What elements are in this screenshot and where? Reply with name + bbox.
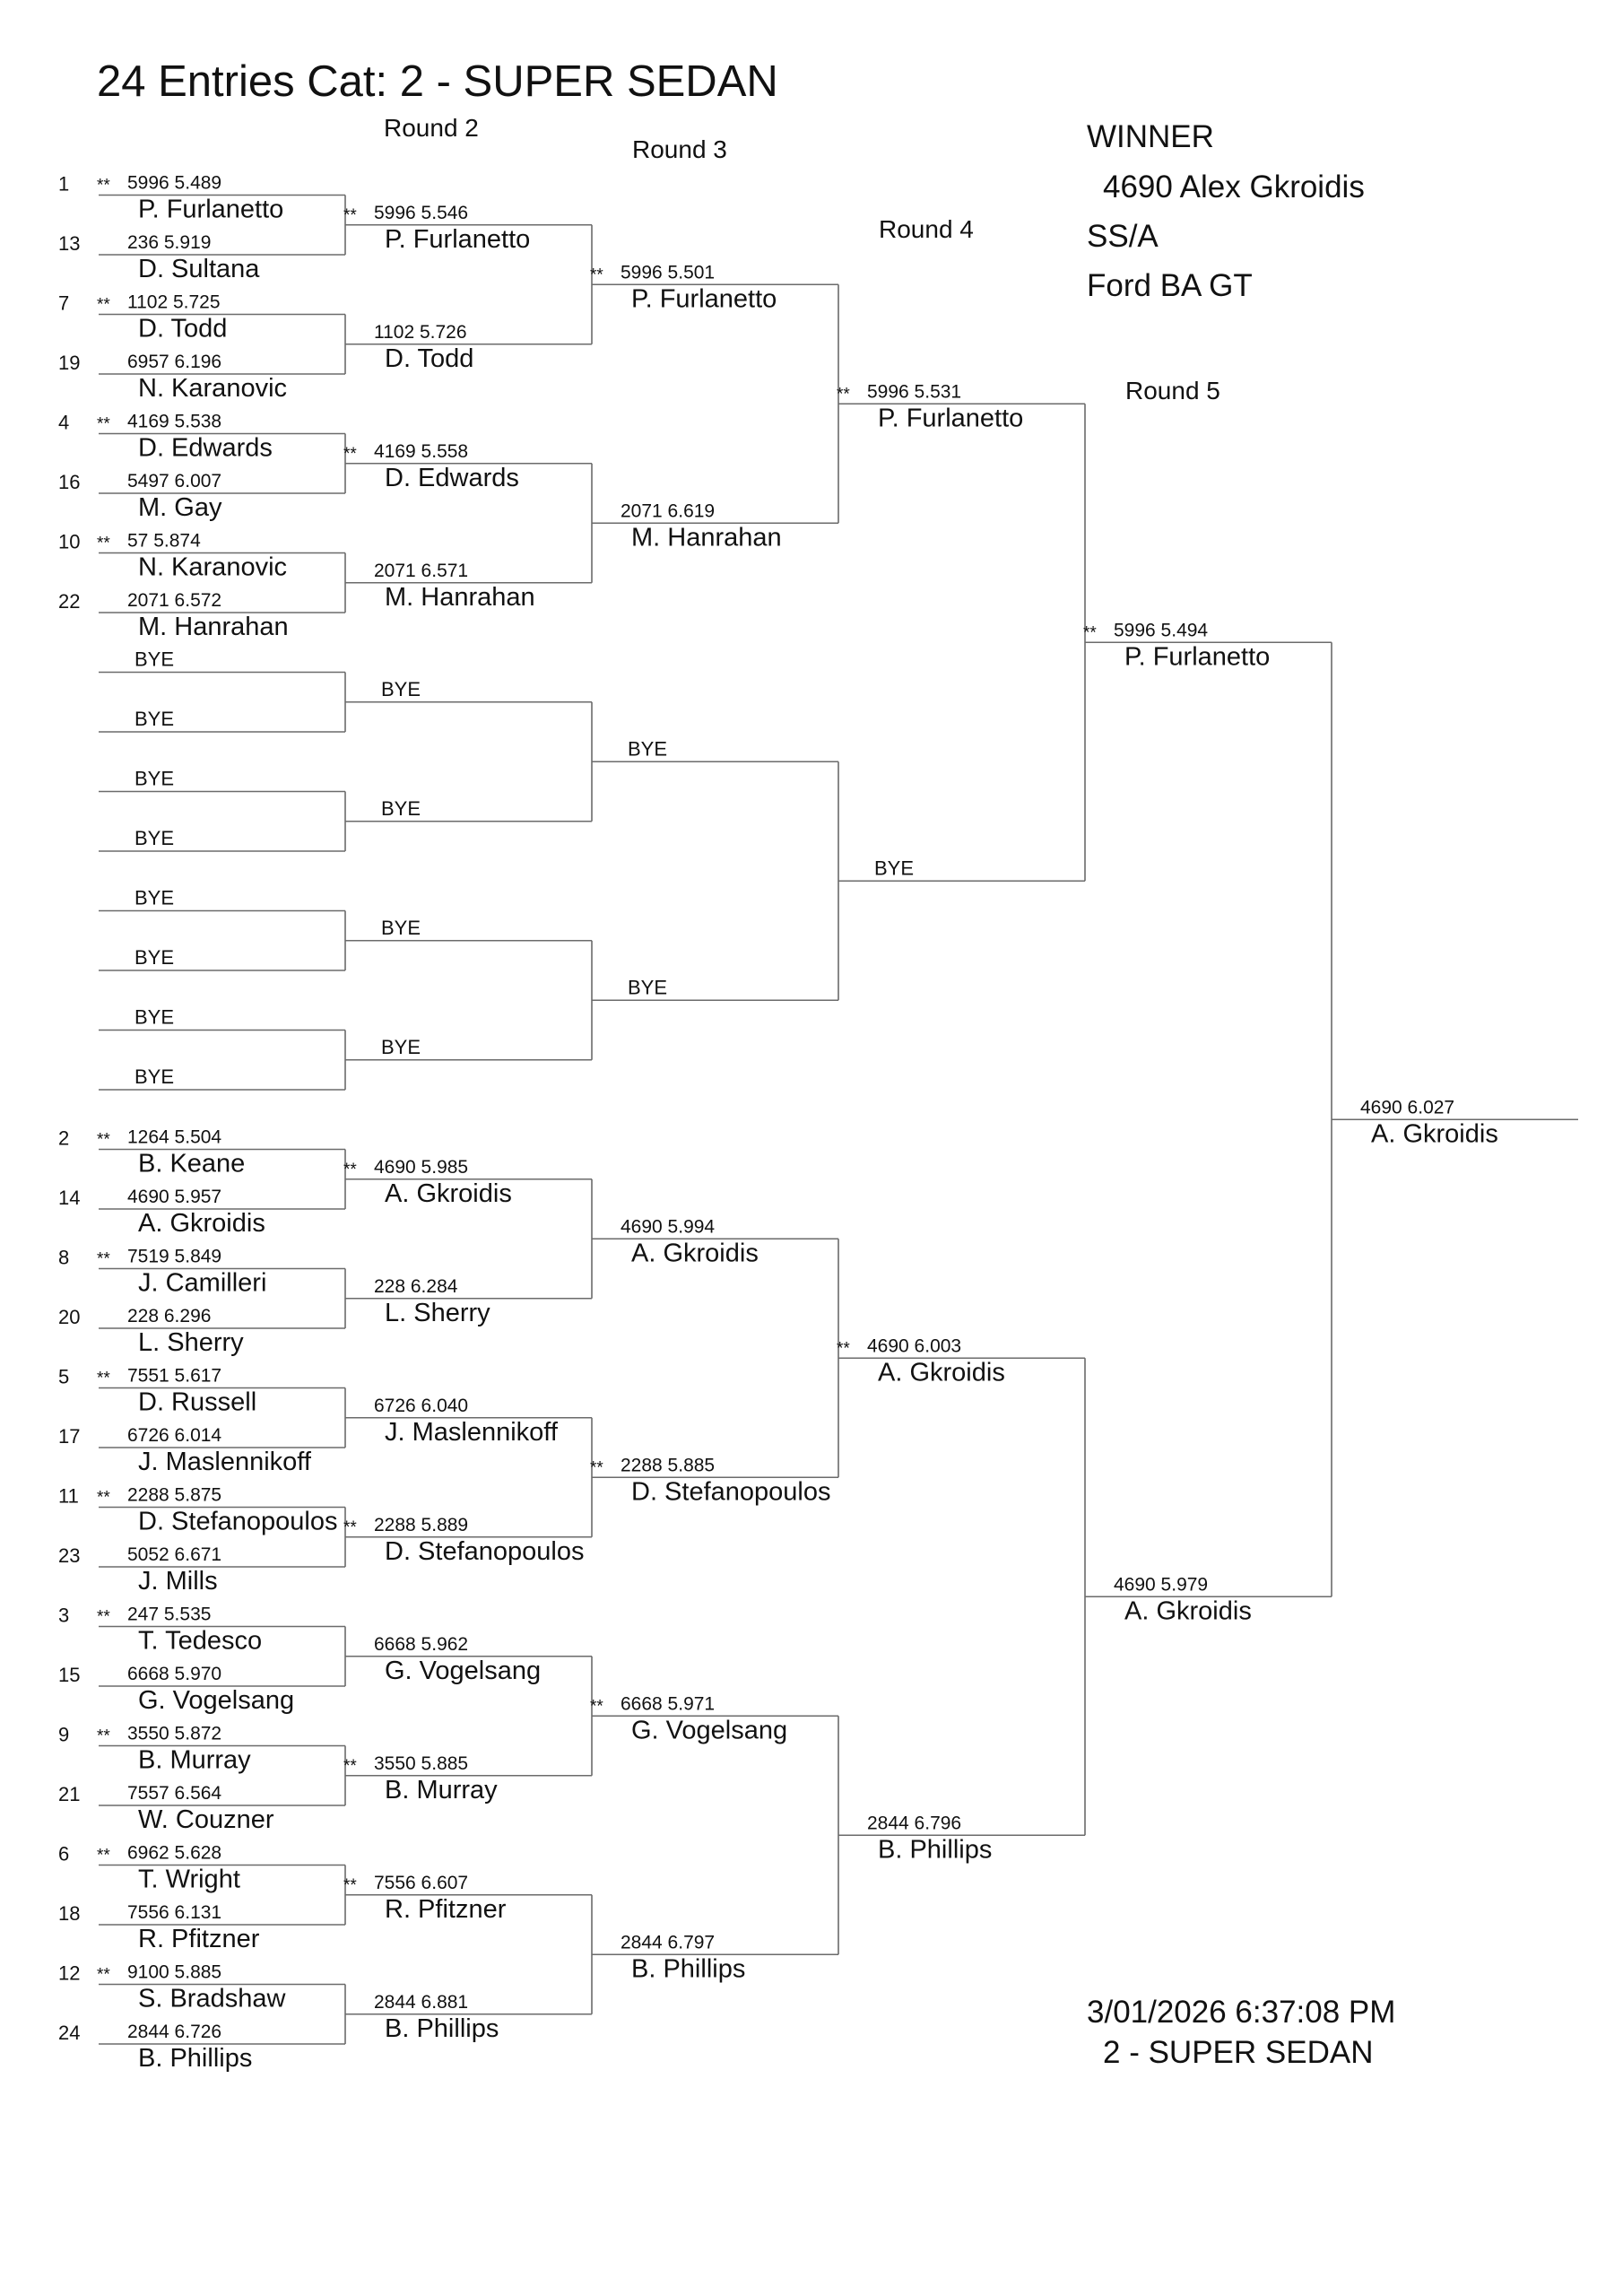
entry-number-time: 3550 5.872 bbox=[127, 1723, 222, 1744]
entry-number-time: 6668 5.970 bbox=[127, 1664, 222, 1684]
entry-number-time: 2071 6.619 bbox=[621, 500, 716, 522]
bye-label: BYE bbox=[135, 648, 175, 671]
driver-name: B. Phillips bbox=[138, 2044, 253, 2073]
qualifier-marker: ** bbox=[590, 265, 603, 285]
entry-number-time: 4690 5.985 bbox=[374, 1156, 469, 1178]
bye-label: BYE bbox=[135, 1065, 175, 1088]
entry-number-time: 7556 6.131 bbox=[127, 1902, 222, 1923]
driver-name: A. Gkroidis bbox=[385, 1178, 512, 1208]
driver-name: W. Couzner bbox=[138, 1805, 274, 1834]
winner-heading: WINNER bbox=[1087, 119, 1214, 154]
bye-label: BYE bbox=[628, 737, 668, 761]
entry-number-time: 2288 5.889 bbox=[374, 1514, 469, 1535]
bracket-lines bbox=[99, 196, 1578, 2045]
driver-name: B. Murray bbox=[385, 1775, 498, 1805]
driver-name: D. Sultana bbox=[138, 255, 260, 283]
seed-number: 24 bbox=[58, 2022, 81, 2044]
qualifier-marker: ** bbox=[97, 534, 110, 553]
driver-name: J. Maslennikoff bbox=[138, 1448, 311, 1476]
driver-name: N. Karanovic bbox=[138, 374, 288, 403]
qualifier-marker: ** bbox=[97, 1130, 110, 1150]
driver-name: A. Gkroidis bbox=[1371, 1119, 1498, 1149]
driver-name: A. Gkroidis bbox=[138, 1209, 265, 1238]
driver-name: B. Keane bbox=[138, 1149, 246, 1178]
driver-name: P. Furlanetto bbox=[1124, 642, 1271, 672]
entry-number-time: 4690 6.027 bbox=[1360, 1097, 1455, 1118]
driver-name: B. Phillips bbox=[631, 1954, 746, 1984]
driver-name: D. Stefanopoulos bbox=[631, 1477, 831, 1507]
entry-number-time: 4690 5.957 bbox=[127, 1187, 222, 1207]
bye-label: BYE bbox=[874, 857, 915, 880]
qualifier-marker: ** bbox=[97, 1369, 110, 1388]
entry-number-time: 5996 5.531 bbox=[867, 381, 962, 403]
qualifier-marker: ** bbox=[837, 1339, 850, 1359]
driver-name: A. Gkroidis bbox=[631, 1239, 759, 1268]
seed-number: 11 bbox=[58, 1484, 79, 1508]
seed-number: 20 bbox=[58, 1306, 81, 1328]
driver-name: A. Gkroidis bbox=[1124, 1596, 1252, 1626]
entry-number-time: 6957 6.196 bbox=[127, 352, 222, 372]
print-timestamp: 3/01/2026 6:37:08 PM bbox=[1087, 1995, 1396, 2030]
bye-label: BYE bbox=[381, 1035, 421, 1058]
qualifier-marker: ** bbox=[343, 1875, 357, 1895]
qualifier-marker: ** bbox=[1083, 623, 1097, 643]
seed-number: 4 bbox=[58, 411, 70, 434]
seed-number: 15 bbox=[58, 1664, 81, 1686]
driver-name: P. Furlanetto bbox=[138, 195, 284, 224]
seed-number: 9 bbox=[58, 1723, 70, 1746]
qualifier-marker: ** bbox=[97, 1249, 110, 1269]
seed-number: 1 bbox=[58, 172, 70, 196]
entry-number-time: 5996 5.494 bbox=[1114, 620, 1209, 641]
driver-name: J. Camilleri bbox=[138, 1268, 267, 1298]
round-2-label: Round 2 bbox=[384, 114, 479, 142]
driver-name: J. Maslennikoff bbox=[385, 1417, 558, 1447]
driver-name: P. Furlanetto bbox=[385, 224, 531, 254]
driver-name: D. Stefanopoulos bbox=[385, 1536, 585, 1566]
seed-number: 5 bbox=[58, 1365, 70, 1388]
entry-number-time: 5497 6.007 bbox=[127, 471, 222, 491]
seed-number: 17 bbox=[58, 1425, 81, 1448]
driver-name: B. Murray bbox=[138, 1745, 251, 1775]
round-3-label: Round 3 bbox=[632, 135, 727, 163]
seed-number: 6 bbox=[58, 1842, 70, 1866]
winner-vehicle: Ford BA GT bbox=[1087, 268, 1253, 303]
qualifier-marker: ** bbox=[343, 205, 357, 225]
entry-number-time: 4690 5.994 bbox=[621, 1216, 716, 1238]
seed-number: 7 bbox=[58, 291, 70, 315]
driver-name: G. Vogelsang bbox=[385, 1656, 542, 1685]
driver-name: G. Vogelsang bbox=[138, 1686, 295, 1715]
bye-label: BYE bbox=[135, 886, 175, 909]
bye-label: BYE bbox=[381, 796, 421, 820]
driver-name: D. Edwards bbox=[385, 463, 519, 492]
qualifier-marker: ** bbox=[343, 444, 357, 464]
driver-name: M. Hanrahan bbox=[631, 523, 782, 552]
seed-number: 16 bbox=[58, 471, 81, 493]
driver-name: M. Hanrahan bbox=[385, 582, 535, 612]
driver-name: D. Russell bbox=[138, 1387, 257, 1417]
driver-name: M. Gay bbox=[138, 493, 222, 522]
entry-number-time: 4169 5.558 bbox=[374, 440, 469, 462]
seed-number: 21 bbox=[58, 1783, 81, 1805]
qualifier-marker: ** bbox=[343, 1518, 357, 1537]
entry-number-time: 5996 5.489 bbox=[127, 172, 222, 194]
bye-label: BYE bbox=[628, 976, 668, 999]
driver-name: P. Furlanetto bbox=[631, 284, 777, 314]
driver-name: G. Vogelsang bbox=[631, 1716, 788, 1745]
bye-label: BYE bbox=[381, 677, 421, 700]
round-5-label: Round 5 bbox=[1125, 377, 1220, 404]
entry-number-time: 3550 5.885 bbox=[374, 1752, 469, 1774]
entry-number-time: 228 6.296 bbox=[127, 1306, 212, 1326]
driver-name: A. Gkroidis bbox=[878, 1358, 1005, 1387]
driver-name: R. Pfitzner bbox=[385, 1894, 507, 1924]
driver-name: D. Todd bbox=[138, 314, 228, 344]
footer-category: 2 - SUPER SEDAN bbox=[1103, 2035, 1374, 2070]
qualifier-marker: ** bbox=[590, 1697, 603, 1717]
entry-number-time: 5052 6.671 bbox=[127, 1544, 222, 1565]
entry-number-time: 7557 6.564 bbox=[127, 1783, 222, 1804]
bye-label: BYE bbox=[135, 827, 175, 849]
entry-number-time: 2288 5.885 bbox=[621, 1455, 716, 1476]
entry-number-time: 4690 6.003 bbox=[867, 1335, 962, 1357]
entry-number-time: 4169 5.538 bbox=[127, 411, 222, 432]
qualifier-marker: ** bbox=[343, 1160, 357, 1179]
seed-number: 22 bbox=[58, 590, 81, 613]
qualifier-marker: ** bbox=[97, 1846, 110, 1866]
bracket-entries bbox=[58, 173, 1498, 2074]
entry-number-time: 2071 6.571 bbox=[374, 560, 469, 581]
seed-number: 2 bbox=[58, 1126, 70, 1150]
entry-number-time: 7551 5.617 bbox=[127, 1365, 222, 1387]
entry-number-time: 6668 5.971 bbox=[621, 1693, 716, 1715]
qualifier-marker: ** bbox=[837, 385, 850, 404]
driver-name: D. Todd bbox=[385, 344, 474, 373]
winner-class: SS/A bbox=[1087, 219, 1159, 254]
qualifier-marker: ** bbox=[590, 1458, 603, 1478]
entry-number-time: 2844 6.881 bbox=[374, 1991, 469, 2013]
driver-name: P. Furlanetto bbox=[878, 404, 1024, 433]
bye-label: BYE bbox=[135, 1005, 175, 1029]
entry-number-time: 236 5.919 bbox=[127, 232, 212, 253]
bye-label: BYE bbox=[135, 708, 175, 730]
qualifier-marker: ** bbox=[97, 1965, 110, 1985]
seed-number: 10 bbox=[58, 530, 81, 553]
entry-number-time: 2844 6.726 bbox=[127, 2022, 222, 2042]
seed-number: 18 bbox=[58, 1902, 81, 1925]
entry-number-time: 2071 6.572 bbox=[127, 590, 222, 611]
winner-entry: 4690 Alex Gkroidis bbox=[1103, 170, 1365, 204]
entry-number-time: 1102 5.725 bbox=[127, 291, 221, 313]
qualifier-marker: ** bbox=[97, 414, 110, 434]
seed-number: 3 bbox=[58, 1604, 70, 1627]
bye-label: BYE bbox=[135, 767, 175, 790]
seed-number: 8 bbox=[58, 1246, 70, 1269]
entry-number-time: 1264 5.504 bbox=[127, 1126, 222, 1148]
entry-number-time: 6726 6.014 bbox=[127, 1425, 222, 1446]
driver-name: D. Edwards bbox=[138, 433, 273, 463]
round-4-label: Round 4 bbox=[879, 215, 974, 243]
entry-number-time: 2844 6.796 bbox=[867, 1813, 962, 1834]
entry-number-time: 1102 5.726 bbox=[374, 321, 467, 343]
qualifier-marker: ** bbox=[97, 176, 110, 196]
entry-number-time: 7519 5.849 bbox=[127, 1246, 222, 1267]
bye-label: BYE bbox=[135, 946, 175, 969]
seed-number: 23 bbox=[58, 1544, 81, 1567]
driver-name: M. Hanrahan bbox=[138, 613, 289, 641]
driver-name: N. Karanovic bbox=[138, 552, 288, 582]
entry-number-time: 228 6.284 bbox=[374, 1275, 458, 1297]
qualifier-marker: ** bbox=[97, 295, 110, 315]
entry-number-time: 6962 5.628 bbox=[127, 1842, 222, 1864]
page-title: 24 Entries Cat: 2 - SUPER SEDAN bbox=[97, 57, 778, 106]
driver-name: T. Wright bbox=[138, 1865, 240, 1894]
entry-number-time: 4690 5.979 bbox=[1114, 1574, 1209, 1596]
driver-name: T. Tedesco bbox=[138, 1626, 263, 1656]
driver-name: J. Mills bbox=[138, 1567, 218, 1596]
driver-name: L. Sherry bbox=[385, 1298, 490, 1327]
entry-number-time: 9100 5.885 bbox=[127, 1961, 222, 1983]
driver-name: B. Phillips bbox=[385, 2013, 499, 2043]
entry-number-time: 6726 6.040 bbox=[374, 1395, 469, 1416]
seed-number: 12 bbox=[58, 1961, 81, 1985]
qualifier-marker: ** bbox=[343, 1756, 357, 1776]
driver-name: D. Stefanopoulos bbox=[138, 1507, 338, 1536]
driver-name: L. Sherry bbox=[138, 1328, 244, 1357]
seed-number: 19 bbox=[58, 352, 81, 374]
bye-label: BYE bbox=[381, 916, 421, 939]
entry-number-time: 7556 6.607 bbox=[374, 1872, 469, 1893]
entry-number-time: 6668 5.962 bbox=[374, 1633, 469, 1655]
seed-number: 13 bbox=[58, 232, 81, 255]
entry-number-time: 5996 5.501 bbox=[621, 262, 716, 283]
qualifier-marker: ** bbox=[97, 1726, 110, 1746]
entry-number-time: 247 5.535 bbox=[127, 1604, 212, 1625]
entry-number-time: 2844 6.797 bbox=[621, 1932, 716, 1953]
entry-number-time: 5996 5.546 bbox=[374, 202, 469, 223]
entry-number-time: 2288 5.875 bbox=[127, 1484, 222, 1506]
qualifier-marker: ** bbox=[97, 1488, 110, 1508]
driver-name: R. Pfitzner bbox=[138, 1925, 260, 1953]
driver-name: S. Bradshaw bbox=[138, 1984, 286, 2013]
driver-name: B. Phillips bbox=[878, 1835, 993, 1865]
seed-number: 14 bbox=[58, 1187, 81, 1209]
qualifier-marker: ** bbox=[97, 1607, 110, 1627]
entry-number-time: 57 5.874 bbox=[127, 530, 201, 552]
